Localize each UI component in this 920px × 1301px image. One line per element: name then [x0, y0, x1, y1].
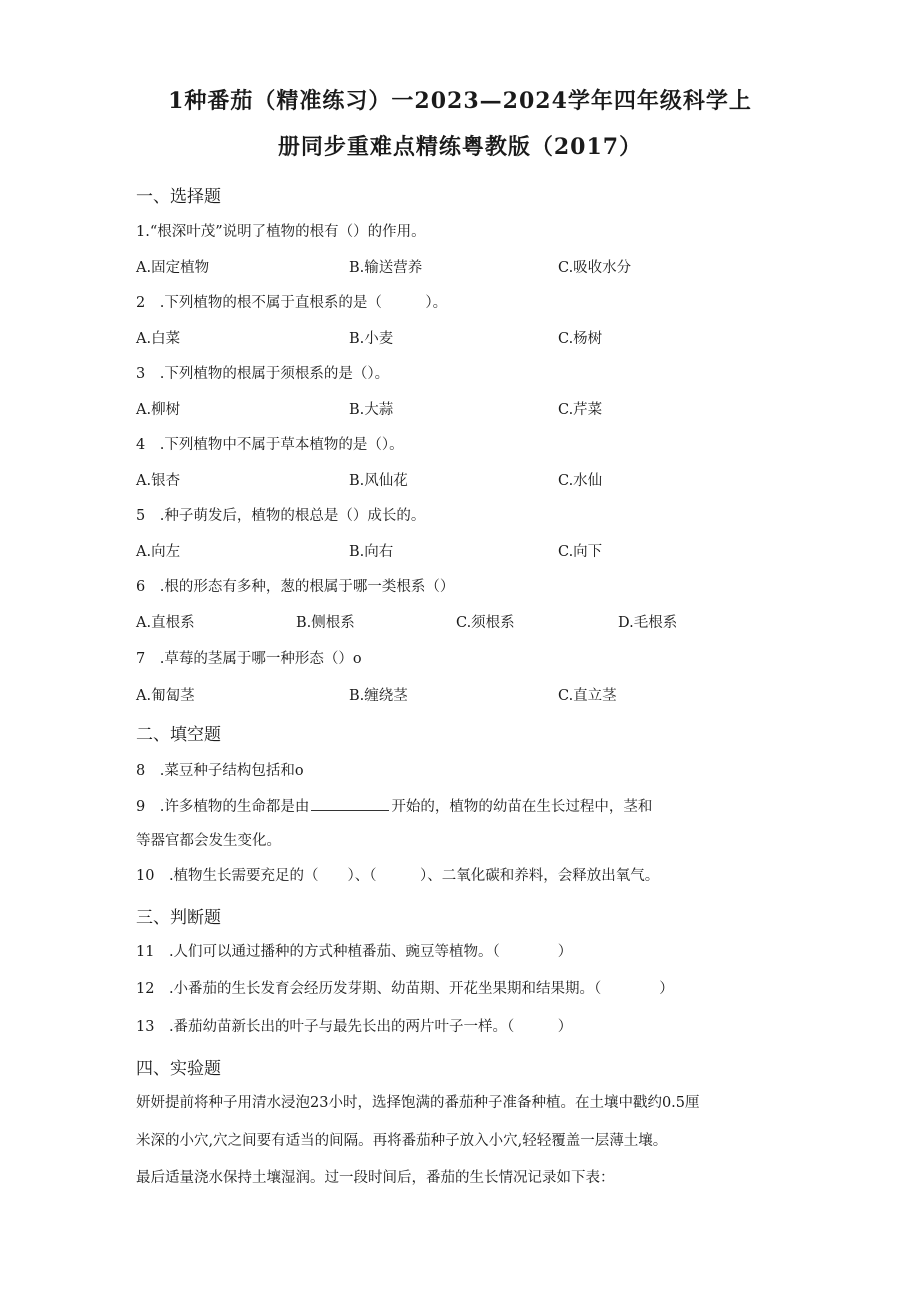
question-4: 4 .下列植物中不属于草本植物的是（）。 [136, 437, 404, 453]
question-9-continued: 等器官都会发生变化。 [136, 833, 281, 849]
q1-option-a: A.固定植物 [136, 260, 210, 276]
q5-option-b: B.向右 [349, 544, 394, 560]
q4-option-b: B.风仙花 [349, 473, 408, 489]
q5-option-a: A.向左 [136, 544, 181, 560]
experiment-paragraph-line-2: 米深的小穴,穴之间要有适当的间隔。再将番茄种子放入小穴,轻轻覆盖一层薄土壤。 [136, 1133, 668, 1149]
question-1: 1.“根深叶茂”说明了植物的根有（）的作用。 [136, 224, 426, 240]
q9-answer-blank [311, 798, 389, 811]
q1-option-c: C.吸收水分 [558, 260, 632, 276]
q2-option-c: C.杨树 [558, 331, 603, 347]
q3-option-a: A.柳树 [136, 402, 181, 418]
q7-option-a: A.匍匐茎 [136, 688, 195, 704]
q6-option-d: D.毛根系 [618, 615, 678, 631]
question-7: 7 .草莓的茎属于哪一种形态（）o [136, 651, 362, 667]
question-9 [136, 795, 652, 816]
question-6: 6 .根的形态有多种，葱的根属于哪一类根系（） [136, 579, 455, 595]
q3-option-b: B.大蒜 [349, 402, 394, 418]
section-experiment-heading: 四、实验题 [136, 1059, 221, 1079]
experiment-paragraph-line-1: 妍妍提前将种子用清水浸泡23小时，选择饱满的番茄种子准备种植。在土壤中戳约0.5厘 [136, 1095, 700, 1111]
q5-option-c: C.向下 [558, 544, 603, 560]
question-5: 5 .种子萌发后，植物的根总是（）成长的。 [136, 508, 426, 524]
q9-text-before-blank: 9 .许多植物的生命都是由 [136, 799, 310, 815]
q9-text-after-blank: 开始的，植物的幼苗在生长过程中，茎和 [391, 799, 653, 815]
section-choice-heading: 一、选择题 [136, 187, 221, 207]
question-13: 13 .番茄幼苗新长出的叶子与最先长出的两片叶子一样。（ ） [136, 1019, 573, 1035]
q6-option-c: C.须根系 [456, 615, 515, 631]
section-judge-heading: 三、判断题 [136, 908, 221, 928]
question-12: 12 .小番茄的生长发育会经历发芽期、幼苗期、开花坐果期和结果期。（ ） [136, 981, 674, 997]
q6-option-b: B.侧根系 [296, 615, 355, 631]
doc-title-line-1: 1种番茄（精准练习）一2023—2024学年四年级科学上 [168, 88, 752, 114]
q7-option-b: B.缠绕茎 [349, 688, 408, 704]
doc-title-line-2: 册同步重难点精练粤教版（2017） [277, 134, 643, 160]
q1-option-b: B.输送营养 [349, 260, 423, 276]
q3-option-c: C.芹菜 [558, 402, 603, 418]
q4-option-a: A.银杏 [136, 473, 181, 489]
section-fill-heading: 二、填空题 [136, 725, 221, 745]
q2-option-b: B.小麦 [349, 331, 394, 347]
question-10: 10 .植物生长需要充足的（ ）、（ ）、二氧化碳和养料，会释放出氧气。 [136, 868, 660, 884]
q7-option-c: C.直立茎 [558, 688, 617, 704]
q4-option-c: C.水仙 [558, 473, 603, 489]
question-2: 2 .下列植物的根不属于直根系的是（ ）。 [136, 295, 448, 311]
question-3: 3 .下列植物的根属于须根系的是（）。 [136, 366, 390, 382]
q6-option-a: A.直根系 [136, 615, 195, 631]
q2-option-a: A.白菜 [136, 331, 181, 347]
experiment-paragraph-line-3: 最后适量浇水保持土壤湿润。过一段时间后，番茄的生长情况记录如下表： [136, 1170, 615, 1186]
question-8: 8 .菜豆种子结构包括和o [136, 763, 304, 779]
question-11: 11 .人们可以通过播种的方式种植番茄、豌豆等植物。（ ） [136, 944, 573, 960]
